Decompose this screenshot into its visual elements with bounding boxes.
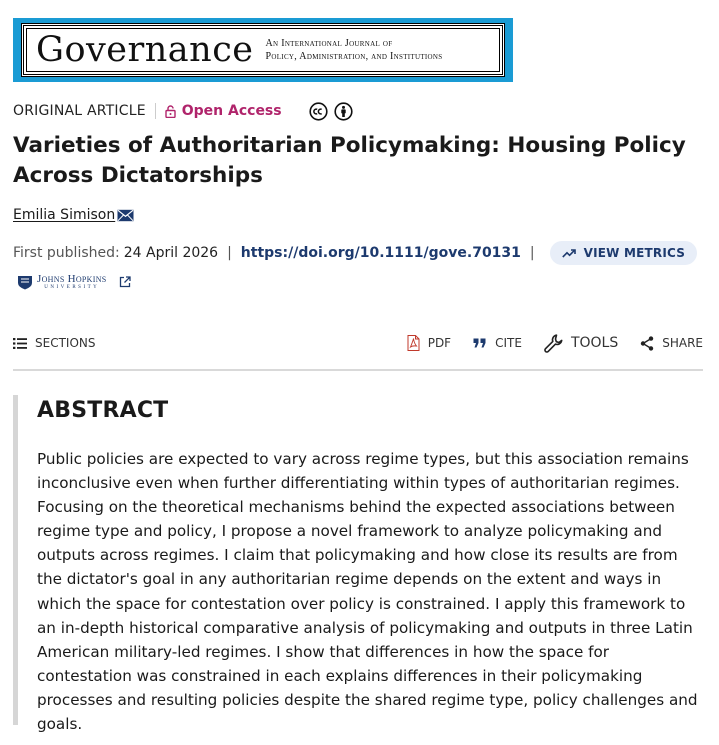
article-type: ORIGINAL ARTICLE <box>13 103 146 119</box>
creative-commons-icon <box>309 102 328 121</box>
journal-subtitle-line1: An International Journal of <box>265 37 393 49</box>
pdf-icon <box>407 335 420 351</box>
doi-link[interactable]: https://doi.org/10.1111/gove.70131 <box>240 245 521 261</box>
divider <box>155 103 156 119</box>
share-icon <box>640 336 654 351</box>
cite-button[interactable] <box>473 336 522 350</box>
affiliation-text <box>37 274 107 290</box>
first-published-label: First published: <box>13 245 120 261</box>
share-button[interactable] <box>640 336 703 351</box>
pdf-label: PDF <box>427 336 452 350</box>
divider: | <box>529 245 535 261</box>
external-link-icon[interactable] <box>119 276 131 288</box>
abstract-heading: ABSTRACT <box>37 398 169 423</box>
journal-subtitle <box>266 37 443 64</box>
journal-subtitle-line2: Policy, Administration, and Institutions <box>265 51 443 62</box>
journal-banner[interactable] <box>13 18 513 82</box>
article-toolbar <box>13 332 703 354</box>
envelope-icon[interactable] <box>117 209 134 222</box>
divider: | <box>227 245 232 261</box>
pdf-button[interactable] <box>407 335 451 351</box>
sections-button[interactable] <box>13 336 96 350</box>
view-metrics-button[interactable] <box>550 241 697 265</box>
cite-label: CITE <box>495 336 522 350</box>
author-line <box>13 207 134 223</box>
toolbar-actions <box>385 334 703 353</box>
sections-label: SECTIONS <box>35 336 96 350</box>
abstract-section <box>13 395 703 734</box>
list-icon <box>13 338 27 349</box>
affiliation-name: Johns Hopkins <box>37 273 107 285</box>
article-title: Varieties of Authoritarian Policymaking: Housing Policy Across Dictatorships <box>13 133 686 188</box>
tools-button[interactable] <box>544 334 618 353</box>
wrench-icon <box>544 334 563 353</box>
license-icons[interactable] <box>309 102 353 121</box>
abstract-text: Public policies are expected to vary across regime types, but this association remains inconclusive even when further differentiating within types of authoritarian regimes. Focusing on the theoretical mechanisms behind the expected associations between regime type and policy, I propose a novel framework to analyze policymaking and outputs across regimes. I claim that policymaking and how close its results are from the dictator's goal in any authoritarian regime depends on the extent and ways in which the space for contestation over policy is constrained. I apply this framework to an in-depth historical comparative analysis of policymaking and outputs in three Latin American military-led regimes. I show that differences in how the space for contestation was constrained in each explains differences in their policymaking processes and resulting policies despite the shared regime type, policy challenges and goals. <box>37 450 698 734</box>
publication-row <box>13 241 697 265</box>
open-access-badge <box>165 103 282 119</box>
article-meta-row <box>13 101 353 121</box>
view-metrics-label: VIEW METRICS <box>583 246 686 260</box>
affiliation-logo[interactable] <box>17 274 131 290</box>
unlock-icon <box>165 105 176 118</box>
toolbar-divider <box>13 369 703 371</box>
tools-label: TOOLS <box>570 335 619 351</box>
attribution-icon <box>334 102 353 121</box>
journal-banner-inner <box>21 23 505 77</box>
journal-name: Governance <box>36 29 254 70</box>
quote-icon <box>473 338 487 348</box>
affiliation-sub: UNIVERSITY <box>44 285 100 290</box>
university-shield-icon <box>17 275 33 290</box>
author-link[interactable]: Emilia Simison <box>13 207 116 223</box>
open-access-label: Open Access <box>181 103 282 119</box>
trending-up-icon <box>562 249 576 258</box>
first-published-date: 24 April 2026 <box>123 245 219 261</box>
share-label: SHARE <box>662 336 703 350</box>
